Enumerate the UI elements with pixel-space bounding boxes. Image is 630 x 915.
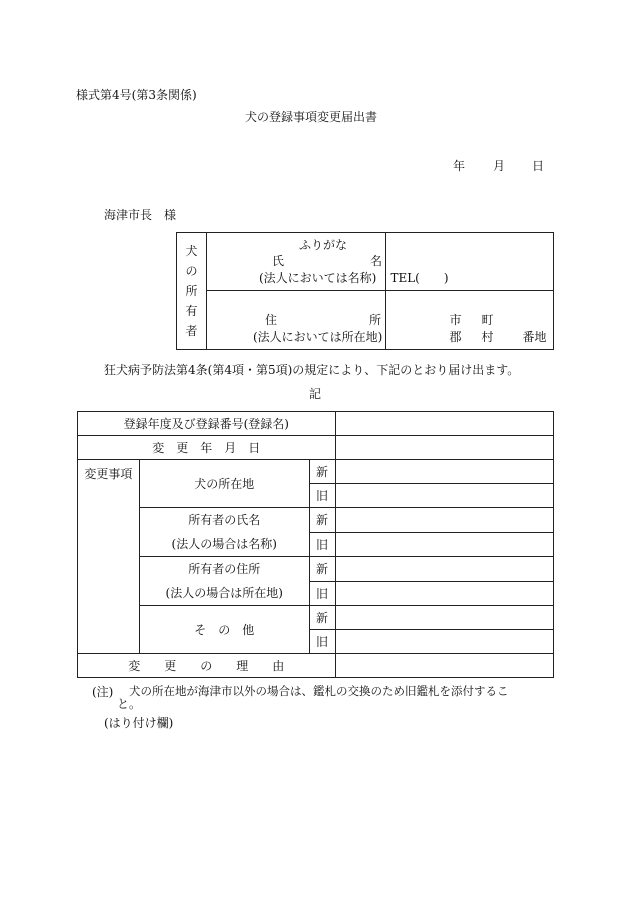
change-table <box>77 411 554 678</box>
form-number: 様式第4号(第3条関係) <box>76 88 197 102</box>
old-label: 旧 <box>309 630 335 654</box>
ki-label: 記 <box>309 387 322 401</box>
other-old-value[interactable] <box>335 630 554 654</box>
form-title: 犬の登録事項変更届出書 <box>245 110 378 124</box>
note-text-line1: 犬の所在地が海津市以外の場合は、鑑札の交換のため旧鑑札を添付するこ <box>129 684 509 698</box>
item-owner-name <box>139 508 309 557</box>
attach-label: (はり付け欄) <box>104 716 174 730</box>
note-label: (注) <box>92 685 114 699</box>
city-label: 市 <box>449 313 462 327</box>
item-line2: (法人の場合は名称) <box>171 537 277 551</box>
addressee: 海津市長 様 <box>104 208 177 222</box>
owner-name-old-value[interactable] <box>335 532 554 557</box>
county-label: 郡 <box>449 330 462 344</box>
new-label: 新 <box>309 508 335 533</box>
tel-label: TEL( ) <box>390 271 449 285</box>
change-date-value[interactable] <box>335 436 554 460</box>
item-line1: そ の 他 <box>194 623 255 637</box>
item-dog-location <box>139 460 309 508</box>
owner-header-char: 者 <box>185 324 198 338</box>
owner-name-new-value[interactable] <box>335 508 554 533</box>
item-line2: (法人の場合は所在地) <box>165 586 283 600</box>
note-text-line2: と。 <box>117 697 142 711</box>
owner-header-char: 犬 <box>185 244 198 258</box>
owner-address-new-value[interactable] <box>335 557 554 582</box>
owner-header-char: の <box>185 264 198 278</box>
registration-label: 登録年度及び登録番号(登録名) <box>78 412 336 436</box>
date-month: 月 <box>493 159 506 173</box>
name-mei-label: 名 <box>369 254 382 268</box>
change-date-label: 変 更 年 月 日 <box>78 436 336 460</box>
item-owner-address <box>139 557 309 606</box>
reason-value[interactable] <box>335 654 554 678</box>
owner-address-old-value[interactable] <box>335 581 554 606</box>
owner-header <box>177 233 207 350</box>
change-items-label: 変更事項 <box>78 460 140 654</box>
dog-location-new-value[interactable] <box>335 460 554 484</box>
new-label: 新 <box>309 557 335 582</box>
banchi-label: 番地 <box>522 330 547 344</box>
old-label: 旧 <box>309 581 335 606</box>
item-line1: 所有者の氏名 <box>188 513 261 527</box>
name-value-cell[interactable] <box>386 233 554 291</box>
address-sho-label: 所 <box>368 313 381 327</box>
old-label: 旧 <box>309 484 335 508</box>
dog-location-old-value[interactable] <box>335 484 554 508</box>
item-other <box>139 606 309 654</box>
owner-header-char: 有 <box>185 304 198 318</box>
other-new-value[interactable] <box>335 606 554 630</box>
owner-header-char: 所 <box>185 284 198 298</box>
registration-value[interactable] <box>335 412 554 436</box>
village-label: 村 <box>481 330 494 344</box>
name-shi-label: 氏 <box>271 254 284 268</box>
name-note-label: (法人においては名称) <box>258 271 377 285</box>
address-value-cell[interactable] <box>386 291 554 350</box>
new-label: 新 <box>309 460 335 484</box>
town-label: 町 <box>481 313 494 327</box>
address-ju-label: 住 <box>264 313 277 327</box>
statement: 狂犬病予防法第4条(第4項・第5項)の規定により、下記のとおり届け出ます。 <box>104 363 520 377</box>
item-line1: 犬の所在地 <box>194 477 255 491</box>
address-label-cell <box>206 291 386 350</box>
owner-table <box>176 232 554 350</box>
date-year: 年 <box>453 159 466 173</box>
name-label-cell <box>206 233 386 291</box>
item-line1: 所有者の住所 <box>188 562 261 576</box>
date-day: 日 <box>532 159 545 173</box>
furigana-label: ふりがな <box>298 238 347 252</box>
new-label: 新 <box>309 606 335 630</box>
old-label: 旧 <box>309 532 335 557</box>
reason-label: 変 更 の 理 由 <box>78 654 336 678</box>
address-note-label: (法人においては所在地) <box>252 330 383 344</box>
